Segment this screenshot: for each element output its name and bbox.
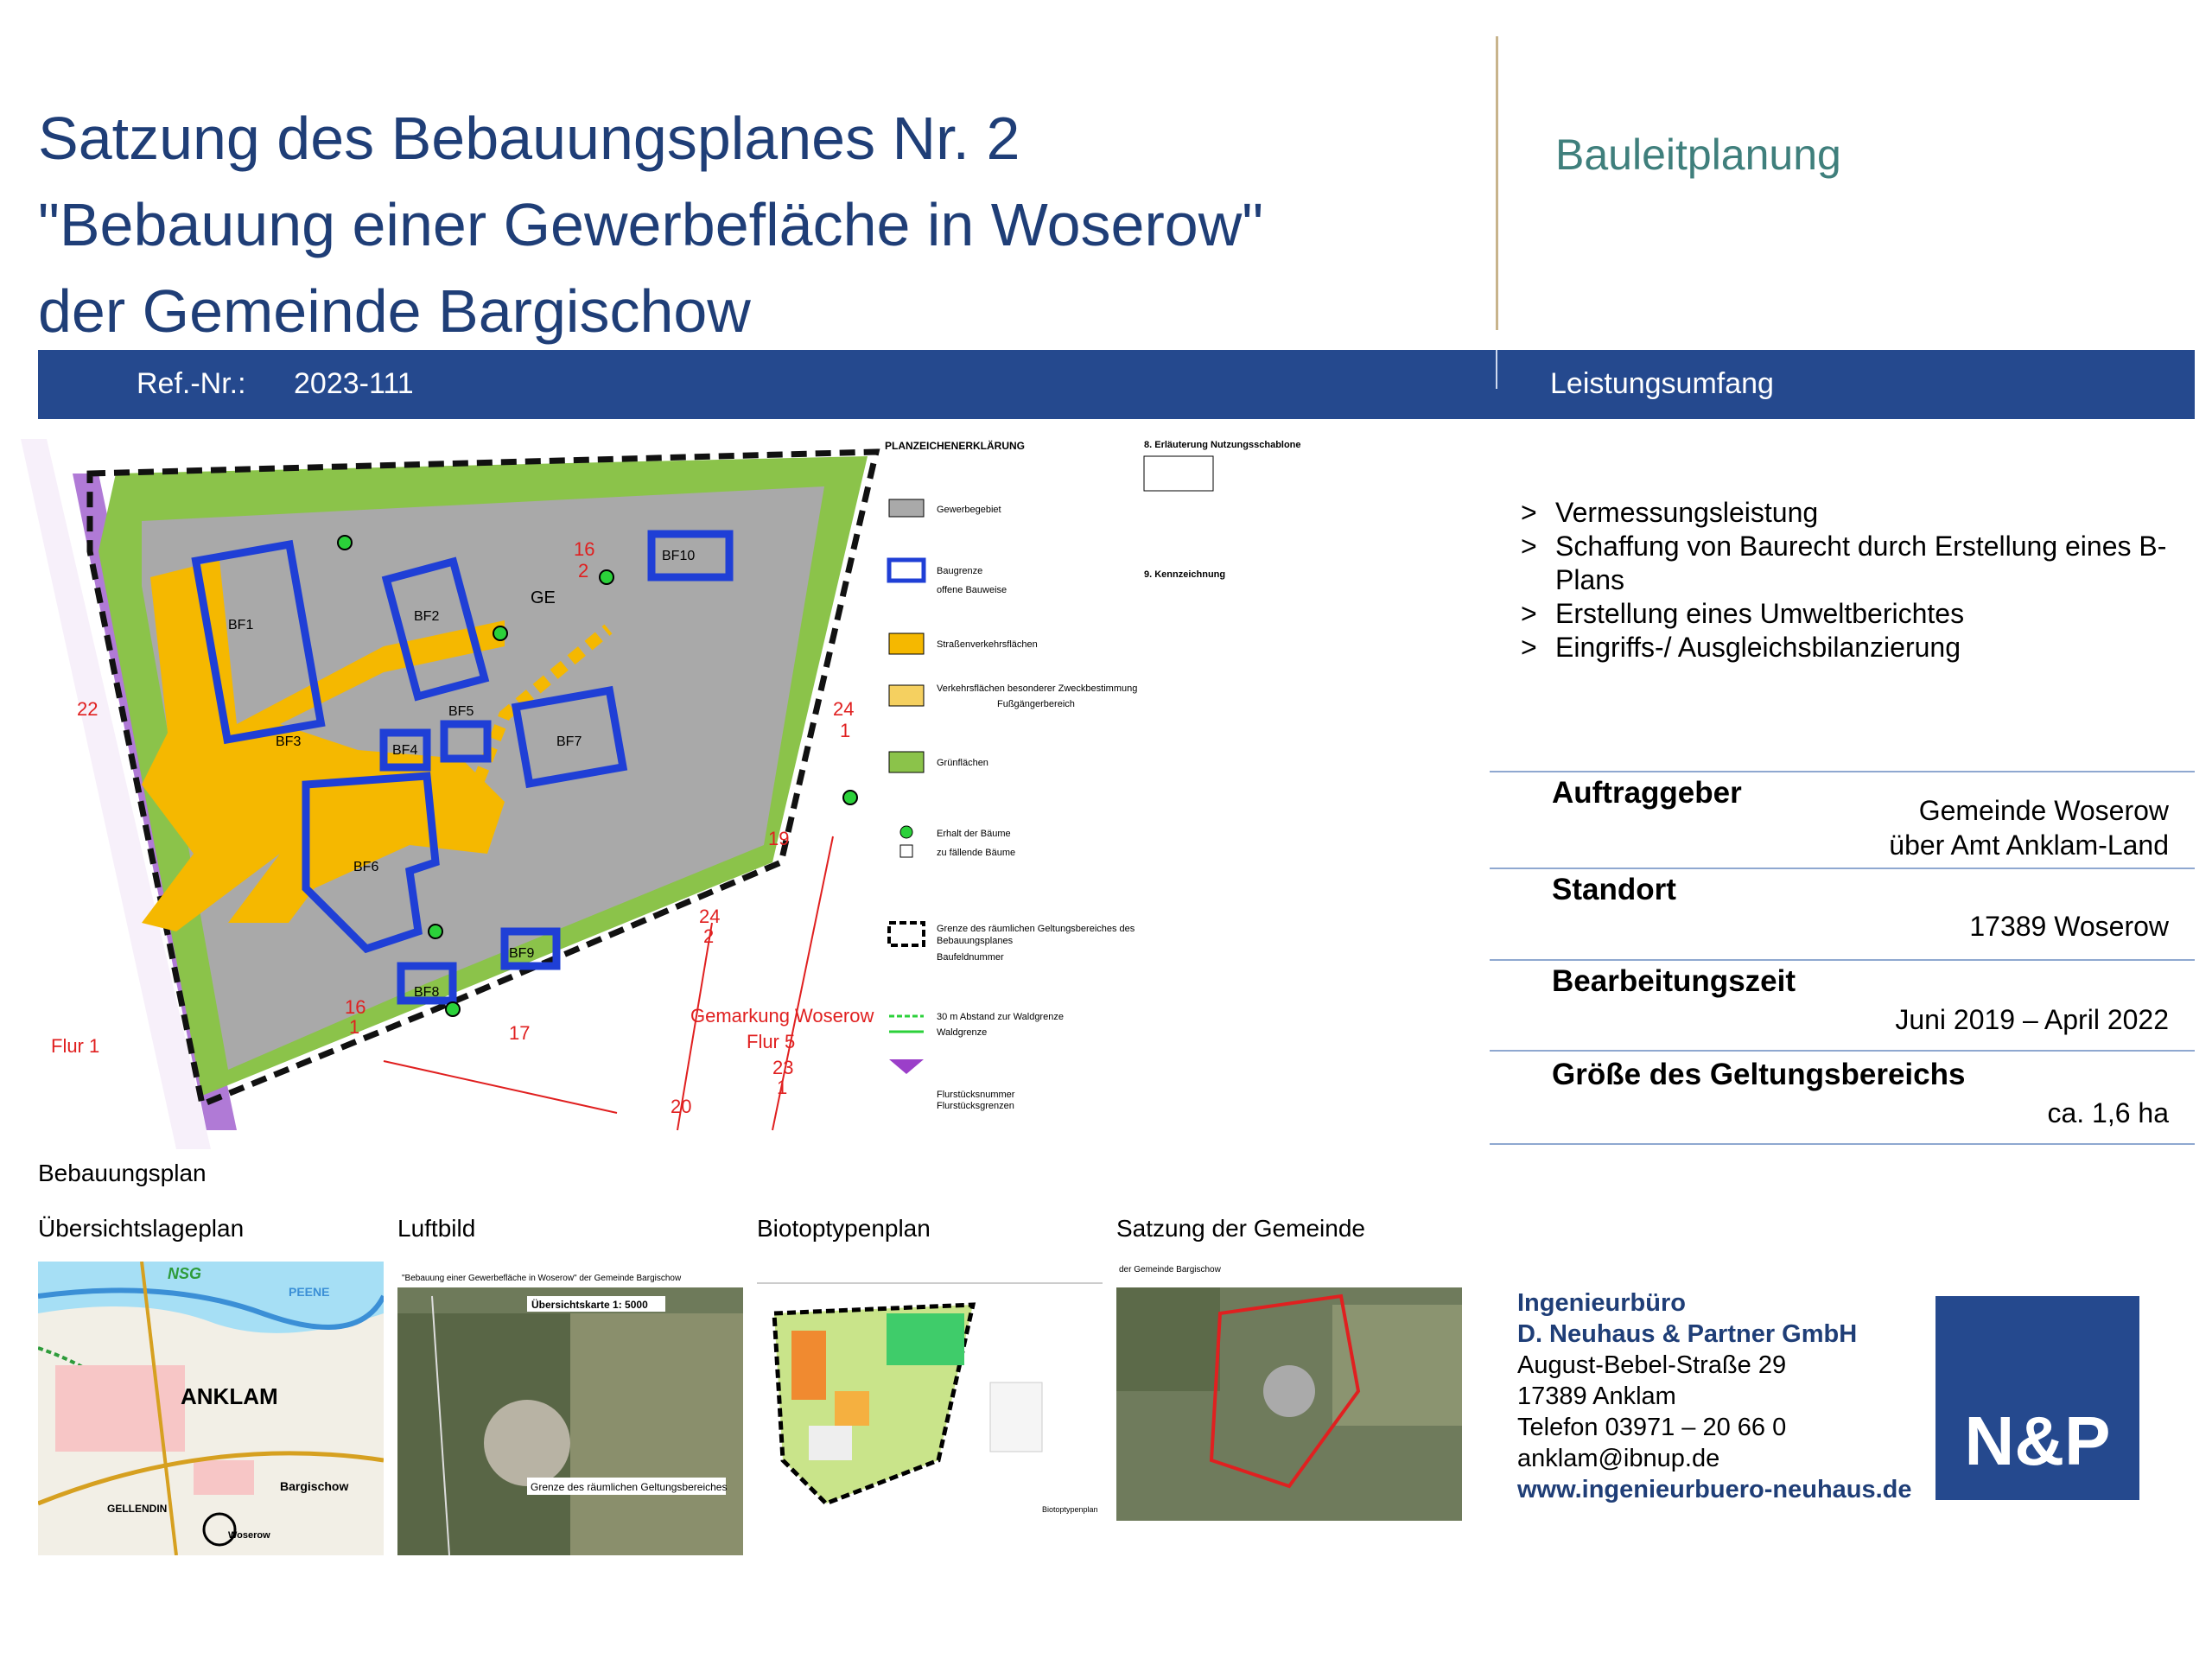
map-label: Übersichtskarte 1: 5000	[531, 1299, 648, 1311]
client-label: Auftraggeber	[1552, 776, 1742, 810]
client-value-2: über Amt Anklam-Land	[1889, 830, 2169, 861]
info-band	[38, 350, 2195, 419]
title-line-1: Satzung des Bebauungsplanes Nr. 2	[38, 105, 1020, 172]
svg-text:30 m Abstand zur Waldgrenze: 30 m Abstand zur Waldgrenze	[937, 1012, 1064, 1022]
svg-text:GE: GE	[531, 588, 556, 607]
client-value-1: Gemeinde Woserow	[1918, 795, 2169, 826]
svg-text:20: 20	[671, 1096, 692, 1117]
email-link[interactable]: anklam@ibnup.de	[1517, 1445, 1720, 1472]
divider	[1490, 868, 2195, 869]
map-label: Bargischow	[280, 1479, 349, 1493]
svg-text:19: 19	[768, 828, 790, 849]
svg-text:offene Bauweise: offene Bauweise	[937, 585, 1007, 595]
header-divider	[1496, 36, 1498, 330]
company-logo	[1936, 1296, 2139, 1500]
svg-text:Fußgängerbereich: Fußgängerbereich	[997, 699, 1075, 709]
svg-text:Erhalt der Bäume: Erhalt der Bäume	[937, 829, 1011, 839]
thumb-caption-4: Satzung der Gemeinde	[1116, 1215, 1365, 1242]
map-label: PEENE	[289, 1285, 330, 1299]
company-name-1: Ingenieurbüro	[1517, 1289, 1686, 1317]
svg-text:2: 2	[703, 925, 715, 947]
map-label: der Gemeinde Bargischow	[1119, 1265, 1221, 1274]
plan-caption: Bebauungsplan	[38, 1160, 207, 1186]
svg-text:zu fällende Bäume: zu fällende Bäume	[937, 848, 1016, 858]
svg-text:BF4: BF4	[392, 743, 418, 758]
svg-text:BF10: BF10	[662, 549, 696, 563]
company-name-2: D. Neuhaus & Partner GmbH	[1517, 1320, 1858, 1348]
svg-text:2: 2	[578, 560, 589, 582]
thumb-caption-2: Luftbild	[397, 1215, 476, 1242]
svg-text:Waldgrenze: Waldgrenze	[937, 1027, 988, 1038]
svg-text:9. Kennzeichnung: 9. Kennzeichnung	[1144, 569, 1226, 580]
street: August-Bebel-Straße 29	[1517, 1351, 1787, 1379]
contact-block	[1517, 1287, 1912, 1505]
map-label: NSG	[168, 1265, 202, 1282]
map-label: Woserow	[228, 1530, 270, 1541]
location-value: 17389 Woserow	[1969, 911, 2169, 942]
svg-text:16: 16	[574, 538, 595, 560]
title-line-2: "Bebauung einer Gewerbefläche in Woserow"	[38, 191, 1264, 258]
svg-text:BF6: BF6	[353, 860, 379, 874]
svg-text:BF2: BF2	[414, 609, 440, 624]
ref-value: 2023-111	[294, 367, 414, 400]
category-label: Bauleitplanung	[1555, 130, 1841, 179]
svg-text:24: 24	[833, 698, 855, 720]
svg-text:Grenze des räumlichen Geltungs: Grenze des räumlichen Geltungsbereiches des	[937, 924, 1135, 934]
divider	[1490, 771, 2195, 772]
map-label: Grenze des räumlichen Geltungsbereiches	[531, 1481, 728, 1493]
size-value: ca. 1,6 ha	[2047, 1097, 2169, 1128]
overview-map-thumbnail	[38, 1262, 384, 1555]
aerial-svg	[397, 1262, 743, 1555]
divider	[1490, 1050, 2195, 1052]
svg-text:BF8: BF8	[414, 985, 440, 1000]
svg-text:Gemarkung Woserow: Gemarkung Woserow	[690, 1005, 874, 1027]
svg-text:Verkehrsflächen besonderer Zwe: Verkehrsflächen besonderer Zweckbestimmung	[937, 683, 1138, 694]
svg-text:Flurstücksgrenzen: Flurstücksgrenzen	[937, 1101, 1014, 1111]
divider	[1490, 1143, 2195, 1145]
biotope-svg	[757, 1262, 1103, 1555]
svg-text:1: 1	[777, 1077, 788, 1098]
svg-text:22: 22	[77, 698, 99, 720]
svg-text:Gewerbegebiet: Gewerbegebiet	[937, 505, 1001, 515]
band-divider	[1496, 350, 1497, 389]
svg-text:Bebauungsplanes: Bebauungsplanes	[937, 936, 1014, 946]
svg-text:23: 23	[772, 1057, 794, 1078]
logo-svg	[1936, 1296, 2139, 1500]
thumb-caption-3: Biotoptypenplan	[757, 1215, 931, 1242]
service-item: > Vermessungsleistung	[1521, 496, 2186, 530]
svg-text:1: 1	[349, 1016, 360, 1038]
svg-text:PLANZEICHENERKLÄRUNG: PLANZEICHENERKLÄRUNG	[885, 440, 1025, 452]
svg-text:Flur 5: Flur 5	[747, 1031, 796, 1052]
title-line-3: der Gemeinde Bargischow	[38, 277, 751, 345]
service-item: > Schaffung von Baurecht durch Erstellung eines B-Plans	[1521, 530, 2186, 597]
scope-label: Leistungsumfang	[1550, 367, 1774, 400]
city: 17389 Anklam	[1517, 1382, 1676, 1410]
location-label: Standort	[1552, 873, 1676, 906]
services-list	[1521, 496, 2186, 664]
svg-text:BF9: BF9	[509, 946, 535, 961]
svg-text:Flurstücksnummer: Flurstücksnummer	[937, 1090, 1015, 1100]
svg-text:1: 1	[840, 720, 851, 741]
map-label: Biotoptypenplan	[1042, 1505, 1098, 1514]
svg-text:BF5: BF5	[448, 704, 474, 719]
thumb-caption-1: Übersichtslageplan	[38, 1215, 245, 1242]
plan-svg	[21, 439, 1481, 1149]
website-link[interactable]: www.ingenieurbuero-neuhaus.de	[1517, 1476, 1912, 1503]
map-label: "Bebauung einer Gewerbefläche in Woserow" der Gemeinde Bargischow	[402, 1274, 682, 1283]
satzung-map-thumbnail	[1116, 1262, 1462, 1555]
phone: Telefon 03971 – 20 66 0	[1517, 1414, 1787, 1441]
period-value: Juni 2019 – April 2022	[1895, 1004, 2169, 1035]
svg-text:N&P: N&P	[1964, 1402, 2111, 1479]
size-label: Größe des Geltungsbereichs	[1552, 1058, 1966, 1091]
ref-label: Ref.-Nr.:	[137, 367, 246, 400]
svg-text:Grünflächen: Grünflächen	[937, 758, 988, 768]
svg-text:Baufeldnummer: Baufeldnummer	[937, 952, 1004, 963]
svg-text:BF3: BF3	[276, 734, 302, 749]
svg-text:16: 16	[345, 996, 366, 1018]
bebauungsplan-drawing	[21, 439, 1481, 1149]
period-label: Bearbeitungszeit	[1552, 964, 1796, 998]
map-label: ANKLAM	[181, 1383, 278, 1409]
svg-text:8. Erläuterung Nutzungsschablo: 8. Erläuterung Nutzungsschablone	[1144, 440, 1301, 450]
svg-text:Flur 1: Flur 1	[51, 1035, 100, 1057]
svg-text:24: 24	[699, 906, 721, 927]
svg-text:17: 17	[509, 1022, 531, 1044]
svg-text:BF7: BF7	[556, 734, 582, 749]
satzung-svg	[1116, 1262, 1462, 1555]
service-item: > Erstellung eines Umweltberichtes	[1521, 597, 2186, 631]
divider	[1490, 959, 2195, 961]
aerial-photo-thumbnail	[397, 1262, 743, 1555]
svg-text:Baugrenze: Baugrenze	[937, 566, 983, 576]
map-label: GELLENDIN	[107, 1503, 168, 1515]
svg-text:Straßenverkehrsflächen: Straßenverkehrsflächen	[937, 639, 1038, 650]
svg-text:BF1: BF1	[228, 618, 254, 632]
overview-map-svg	[38, 1262, 384, 1555]
service-item: > Eingriffs-/ Ausgleichsbilanzierung	[1521, 631, 2186, 664]
biotope-plan-thumbnail	[757, 1262, 1103, 1555]
